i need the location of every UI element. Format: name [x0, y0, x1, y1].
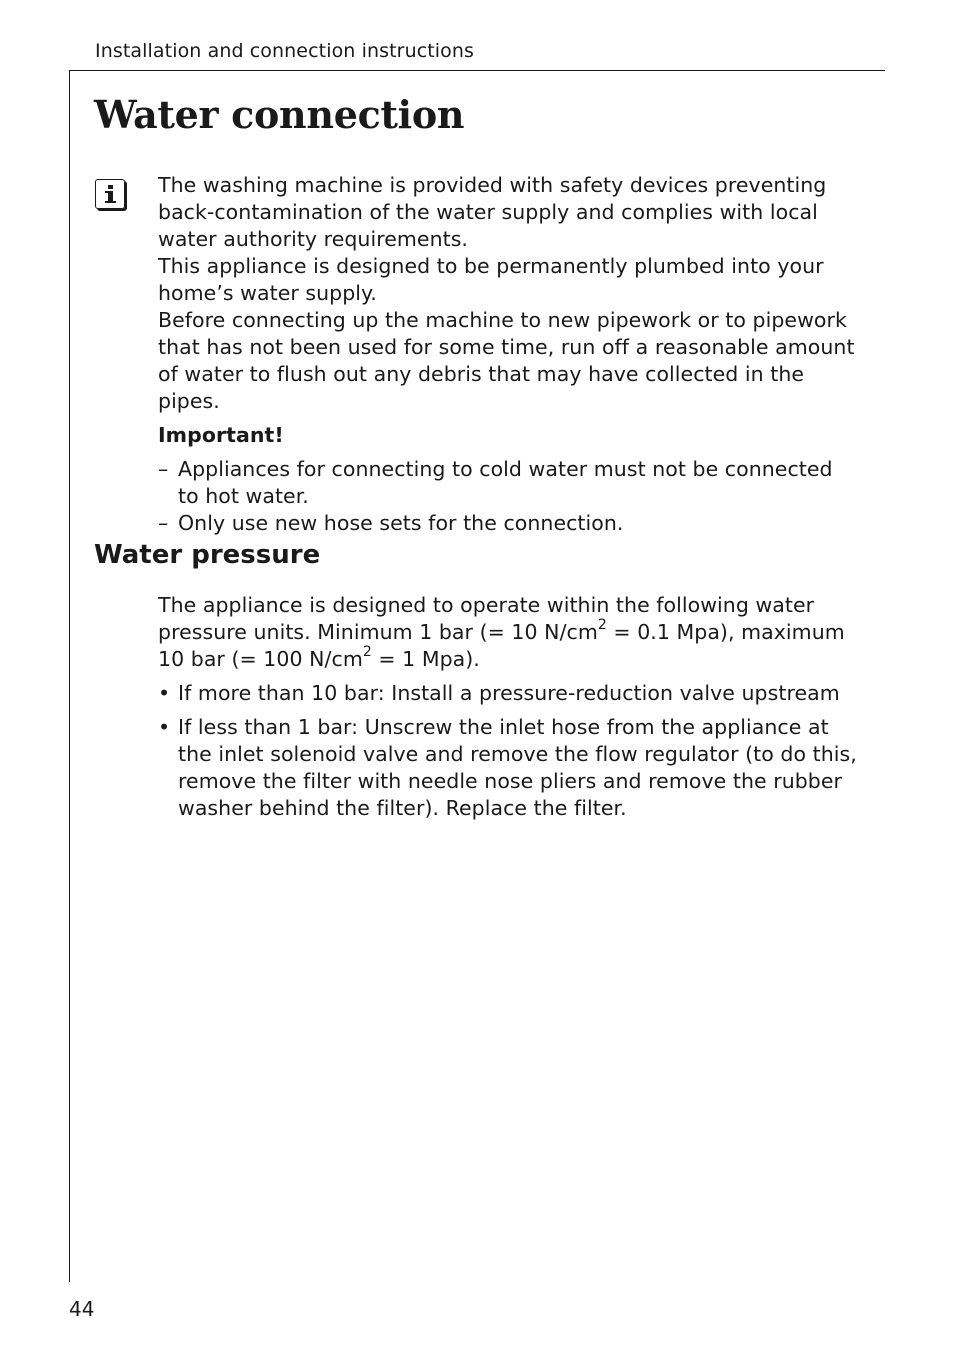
list-item	[158, 714, 858, 822]
margin-rule	[69, 70, 70, 1282]
dash-marker: –	[158, 511, 169, 535]
pressure-intro-part4: = 1 Mpa).	[371, 647, 480, 671]
dash-marker: –	[158, 457, 169, 481]
page-title: Water connection	[94, 92, 465, 137]
paragraph-safety: The washing machine is provided with safety devices preventing back-contamination of the water supply and complies with local water authority requirements.	[158, 173, 827, 251]
pressure-intro	[158, 592, 858, 673]
superscript: 2	[597, 617, 607, 634]
section-heading: Water pressure	[94, 540, 321, 570]
bullet-marker: •	[158, 681, 171, 705]
important-label: Important!	[158, 423, 284, 447]
dash-item-text: Only use new hose sets for the connection.	[178, 511, 624, 535]
info-icon	[95, 179, 125, 209]
page-number: 44	[69, 1297, 95, 1321]
pressure-intro-part3: 10 bar (= 100 N/cm	[158, 647, 363, 671]
running-header: Installation and connection instructions	[95, 40, 475, 62]
pressure-intro-part1: The appliance is designed to operate within the following water pressure units. Minimum 1 bar (= 10 N/cm	[158, 593, 815, 644]
dash-item-text: Appliances for connecting to cold water must not be connected to hot water.	[178, 457, 833, 508]
header-rule	[69, 70, 885, 71]
bullet-marker: •	[158, 715, 171, 739]
water-pressure-body	[158, 592, 858, 822]
paragraph-flush: Before connecting up the machine to new pipework or to pipework that has not been used for some time, run off a reasonable amount of water to flush out any debris that may have collected in the pipes.	[158, 308, 855, 413]
list-item	[158, 510, 858, 537]
list-item	[158, 456, 858, 510]
pressure-intro-part2: = 0.1 Mpa), maximum	[606, 620, 845, 644]
paragraph-plumbed: This appliance is designed to be permanently plumbed into your home’s water supply.	[158, 254, 824, 305]
list-item	[158, 680, 858, 707]
water-connection-body	[158, 172, 858, 537]
superscript: 2	[362, 644, 372, 661]
bullet-text: If more than 10 bar: Install a pressure-reduction valve upstream	[178, 681, 840, 705]
bullet-text: If less than 1 bar: Unscrew the inlet hose from the appliance at the inlet solenoid valve and remove the flow regulator (to do this, remove the filter with needle nose pliers and remove the rubber washer behind the filter). Replace the filter.	[178, 715, 857, 820]
